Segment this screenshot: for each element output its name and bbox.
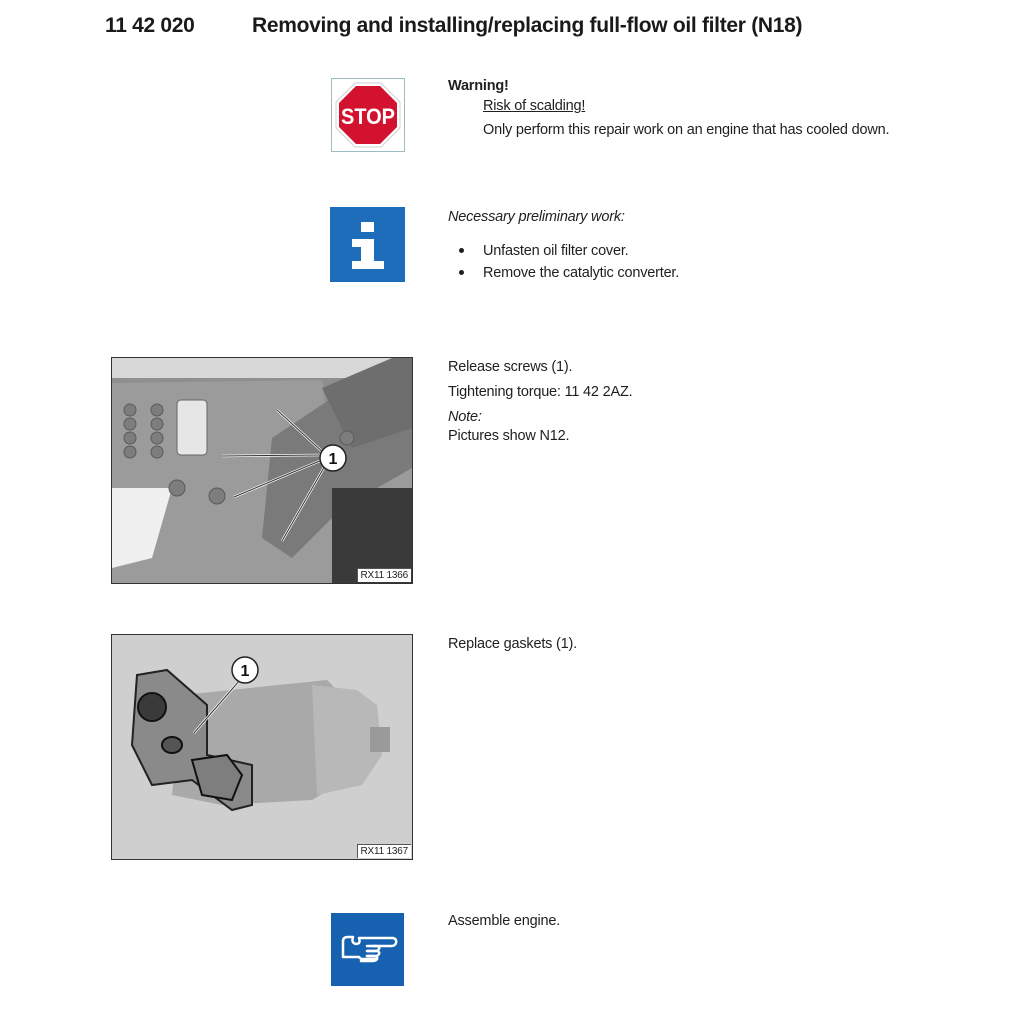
- pointing-hand-icon: [331, 913, 404, 986]
- info-icon: [330, 207, 405, 282]
- figure-oil-filter-housing: [111, 634, 413, 860]
- step1-note-label: Note:: [448, 409, 482, 425]
- preliminary-list: [448, 240, 848, 284]
- step1-note-text: Pictures show N12.: [448, 428, 570, 444]
- svg-text:1: 1: [328, 451, 338, 468]
- step1-instruction: Release screws (1).: [448, 359, 573, 375]
- repair-number: 11 42 020: [105, 14, 195, 37]
- svg-text:1: 1: [240, 663, 250, 680]
- figure-label: RX11 1367: [357, 844, 412, 858]
- warning-text: Only perform this repair work on an engine that has cooled down.: [483, 122, 890, 138]
- stop-sign-icon: [331, 78, 405, 152]
- page-title: Removing and installing/replacing full-flow oil filter (N18): [252, 14, 803, 37]
- step2-instruction: Replace gaskets (1).: [448, 636, 577, 652]
- final-instruction: Assemble engine.: [448, 913, 561, 929]
- step1-torque: Tightening torque: 11 42 2AZ.: [448, 384, 633, 400]
- figure-engine-screws: [111, 357, 413, 584]
- warning-subheading: Risk of scalding!: [483, 98, 586, 114]
- warning-heading: Warning!: [448, 78, 509, 94]
- preliminary-heading: Necessary preliminary work:: [448, 209, 625, 225]
- svg-text:STOP: STOP: [341, 104, 395, 129]
- list-item: Remove the catalytic converter.: [448, 262, 848, 284]
- list-item: Unfasten oil filter cover.: [448, 240, 848, 262]
- figure-label: RX11 1366: [357, 568, 412, 582]
